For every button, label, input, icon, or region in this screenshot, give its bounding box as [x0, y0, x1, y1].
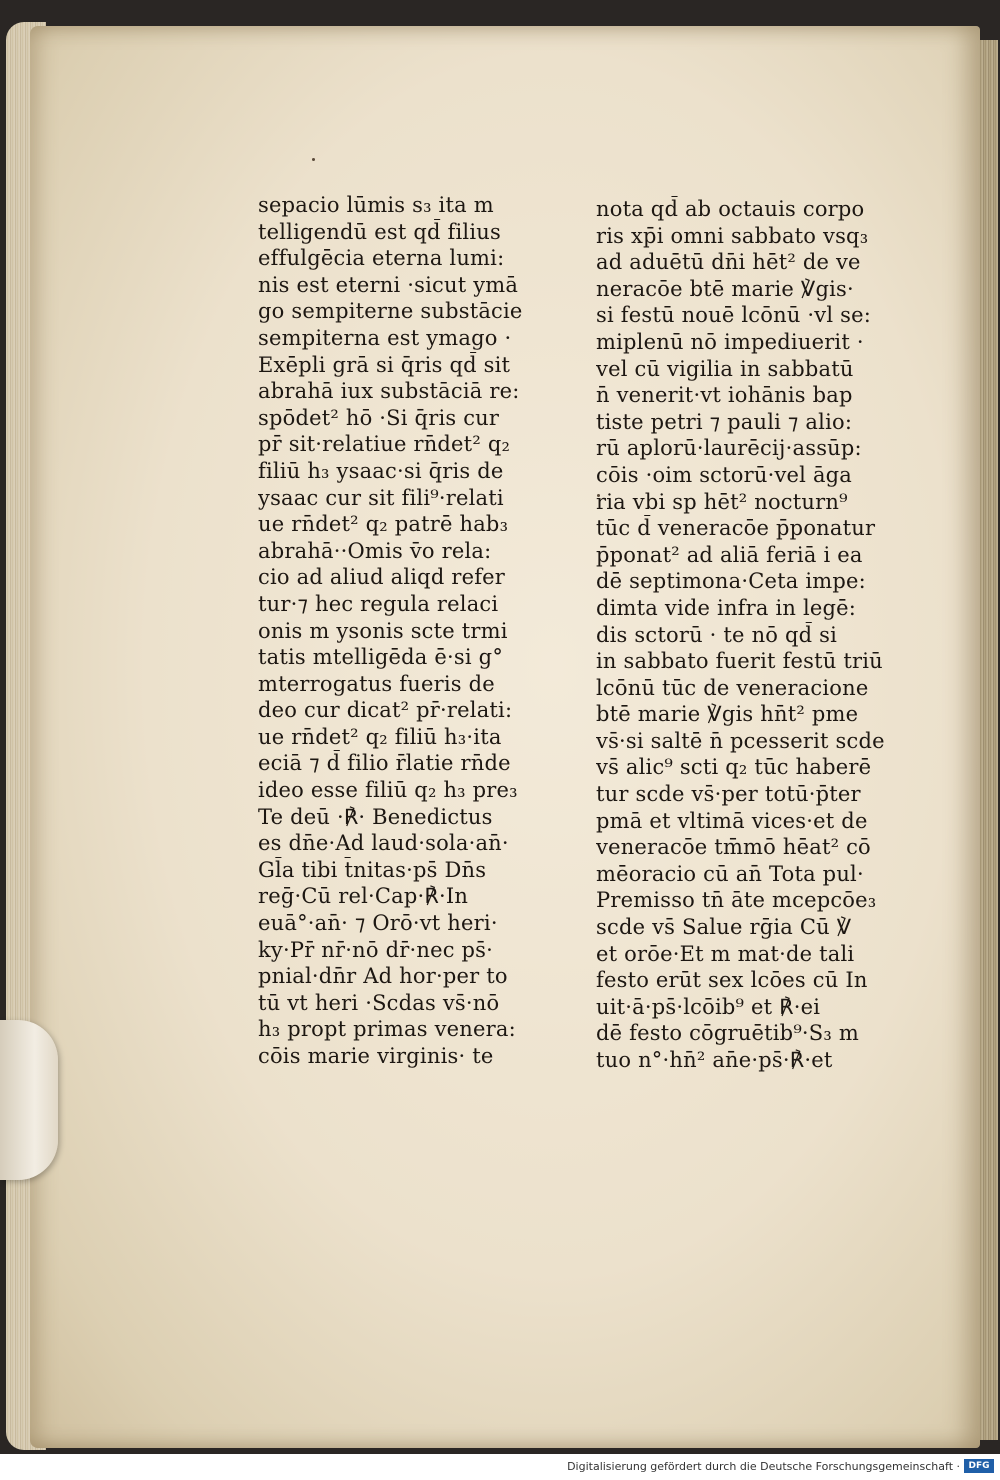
left-column-line: euā°·an̄· ⁊ Orō·vt heri· — [258, 911, 498, 936]
right-column-line: pmā et vltimā vices·et de — [596, 808, 868, 833]
right-column-line: neracōe btē marie ℣gis· — [596, 276, 854, 301]
dfg-logo: DFG — [964, 1459, 994, 1473]
right-column-line: vel cū vigilia in sabbatū — [596, 356, 854, 381]
left-column-line: ideo esse filiū q₂ h₃ pre₃ — [258, 778, 518, 803]
right-text-column — [596, 196, 916, 1074]
left-column-line: onis m ysonis scte trmi — [258, 618, 508, 643]
left-column-line: cōis marie virginis· te — [258, 1044, 494, 1068]
left-column-line: sepacio lūmis s₃ ita m — [258, 193, 494, 217]
left-column-line: Gl̄a tibi t̄nitas·ps̄ Dn̄s — [258, 857, 487, 882]
right-column-line: rū aplorū·laurēcij·assūp: — [596, 436, 862, 461]
right-column-line: ria vbi sp hēt² nocturn⁹ — [596, 489, 848, 514]
right-column-line: veneracōe tm̄mō hēat² cō — [596, 835, 871, 860]
left-column-line: Exēpli grā si q̄ris qd̄ sit — [258, 352, 511, 377]
left-text-column — [258, 192, 568, 1070]
left-column-line: abrahā··Omis v̄o rela: — [258, 538, 492, 563]
left-column-line: pr̄ sit·relatiue rn̄det² q₂ — [258, 432, 511, 457]
right-column-line: dis sctorū · te nō qd̄ si — [596, 622, 838, 647]
left-column-line: eciā ⁊ d̄ filio r̄latie rn̄de — [258, 751, 511, 776]
footer-bar — [0, 1454, 1000, 1480]
left-column-line: ue rn̄det² q₂ patrē hab₃ — [258, 512, 509, 537]
right-column-line: nota qd̄ ab octauis corpo — [596, 197, 865, 221]
footer-credit: Digitalisierung gefördert durch die Deutsche Forschungsgemeinschaft · — [567, 1460, 960, 1473]
right-column-line: vs̄·si saltē n̄ pcesserit scde — [596, 728, 885, 753]
left-column-line: es dn̄e·Ad laud·sola·an̄· — [258, 831, 509, 856]
left-column-line: ky·Pr̄ nr̄·nō dr̄·nec ps̄· — [258, 937, 494, 962]
left-column-line: telligendū est qd̄ filius — [258, 219, 501, 244]
left-column-line: pnial·dn̄r Ad hor·per to — [258, 964, 508, 989]
right-column-line: lcōnū tūc de veneracione — [596, 675, 869, 700]
right-column-line: ad aduētū dn̄i hēt² de ve — [596, 250, 861, 275]
left-column-line: filiū h₃ ysaac·si q̄ris de — [258, 458, 504, 483]
right-column-line: uit·ā·ps̄·lcōib⁹ et ℟·ei — [596, 994, 821, 1019]
left-column-line: deo cur dicat² pr̄·relati: — [258, 698, 513, 723]
right-column-line: tūc d̄ veneracōe p̄ponatur — [596, 516, 876, 541]
left-column-line: mterrogatus fueris de — [258, 671, 495, 696]
right-column-line: btē marie ℣gis hn̄t² pme — [596, 702, 859, 727]
right-column-line: vs̄ alic⁹ scti q₂ tūc haberē — [596, 755, 872, 780]
right-column-line: in sabbato fuerit festū triū — [596, 649, 883, 674]
right-column-line: n̄ venerit·vt iohānis bap — [596, 383, 853, 408]
left-column-line: go sempiterne substācie — [258, 299, 523, 324]
left-column-line: reḡ·Cū rel·Cap·℟·In — [258, 884, 469, 909]
right-column-line: cōis ·oim sctorū·vel āga — [596, 462, 853, 487]
right-column-line: dē festo cōgruētib⁹·S₃ m — [596, 1021, 860, 1046]
left-column-line: tū vt heri ·Scdas vs̄·nō — [258, 990, 500, 1015]
right-column-line: dimta vide infra in legē: — [596, 595, 857, 620]
left-column-line: tur·⁊ hec regula relaci — [258, 591, 499, 616]
right-column-line: et orōe·Et m mat·de tali — [596, 941, 855, 966]
right-column-line: dē septimona·Ceta impe: — [596, 569, 866, 594]
left-column-line: abrahā iux substāciā re: — [258, 379, 520, 404]
right-column-line: mēoracio cū an̄ Tota pul· — [596, 861, 864, 886]
right-column-line: Premisso tn̄ āte mcepcōe₃ — [596, 888, 877, 913]
left-column-line: Te deū ·℟· Benedictus — [258, 804, 493, 829]
left-column-line: h₃ propt primas venera: — [258, 1017, 516, 1042]
left-column-line: tatis mtelligēda ē·si g° — [258, 645, 504, 670]
right-column-line: miplenū nō impediuerit · — [596, 329, 864, 354]
left-column-line: spōdet² hō ·Si q̄ris cur — [258, 405, 500, 430]
left-column-line: ue rn̄det² q₂ filiū h₃·ita — [258, 724, 502, 749]
left-column-line: sempiterna est ymago · — [258, 325, 512, 350]
right-column-line: p̄ponat² ad aliā feriā i ea — [596, 542, 863, 567]
right-column-line: tur scde vs̄·per totū·p̄ter — [596, 782, 861, 807]
right-column-line: ris xp̄i omni sabbato vsq₃ — [596, 223, 869, 248]
ink-speck — [312, 158, 315, 161]
right-column-line: tuo n°·hn̄² an̄e·ps̄·℟·et — [596, 1048, 833, 1072]
page-clip — [0, 1020, 58, 1180]
left-column-line: effulgēcia eterna lumi: — [258, 246, 505, 271]
right-column-line: festo erūt sex lcōes cū In — [596, 968, 868, 993]
left-column-line: cio ad aliud aliqd refer — [258, 565, 506, 590]
right-column-line: scde vs̄ Salue rḡia Cū ℣ — [596, 915, 852, 940]
left-column-line: ysaac cur sit fili⁹·relati — [258, 485, 504, 510]
right-column-line: tiste petri ⁊ pauli ⁊ alio: — [596, 409, 853, 434]
left-column-line: nis est eterni ·sicut ymā — [258, 272, 519, 297]
right-column-line: si festū nouē lcōnū ·vl se: — [596, 303, 872, 328]
